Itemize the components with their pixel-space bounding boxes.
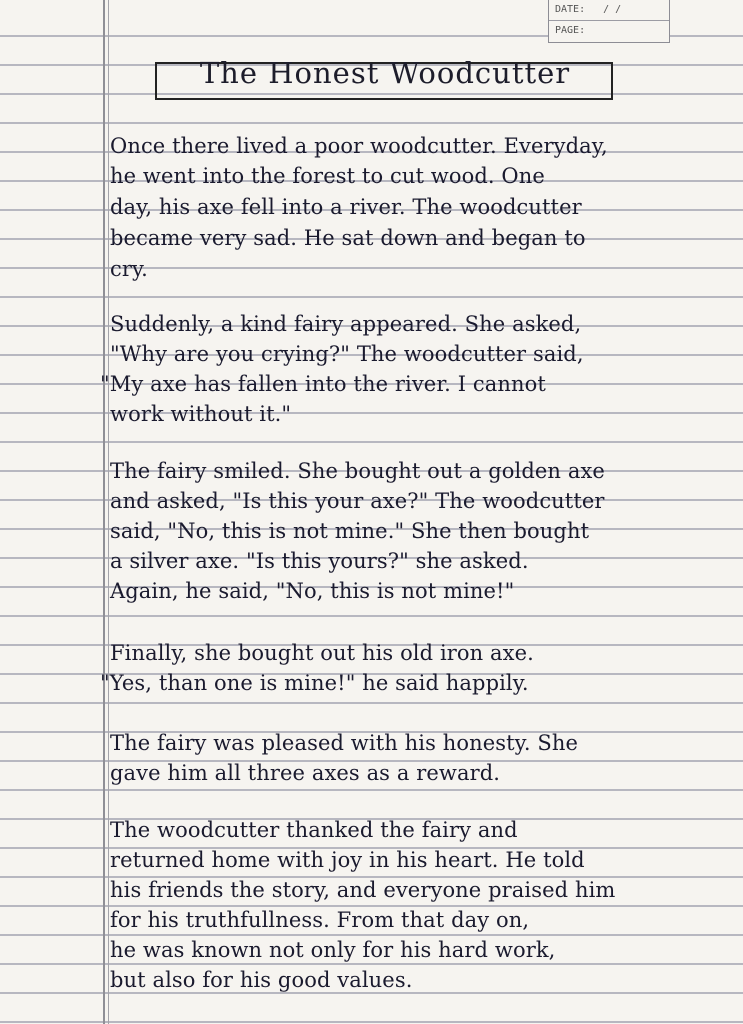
text-line: became very sad. He sat down and began to bbox=[110, 226, 586, 250]
date-value: / / bbox=[603, 4, 622, 15]
text-line: "Yes, than one is mine!" he said happily. bbox=[100, 671, 529, 695]
text-line: cry. bbox=[110, 257, 148, 281]
text-line: The fairy smiled. She bought out a golden axe bbox=[110, 459, 605, 483]
text-line: gave him all three axes as a reward. bbox=[110, 761, 501, 785]
text-line: his friends the story, and everyone praised him bbox=[110, 878, 616, 902]
text-line: he went into the forest to cut wood. One bbox=[110, 164, 545, 188]
text-line: for his truthfullness. From that day on, bbox=[110, 908, 530, 932]
text-line: day, his axe fell into a river. The woodcutter bbox=[110, 195, 582, 219]
text-line: "My axe has fallen into the river. I cannot bbox=[100, 372, 546, 396]
page-label: PAGE: bbox=[555, 25, 586, 36]
margin-line-inner bbox=[108, 0, 109, 1024]
text-line: said, "No, this is not mine." She then bought bbox=[110, 519, 590, 543]
date-page-box bbox=[548, 0, 670, 43]
text-line: The fairy was pleased with his honesty. She bbox=[110, 731, 579, 755]
text-line: and asked, "Is this your axe?" The woodcutter bbox=[110, 489, 605, 513]
text-line: Finally, she bought out his old iron axe. bbox=[110, 641, 534, 665]
page-row bbox=[549, 21, 669, 41]
date-row bbox=[549, 0, 669, 21]
text-line: a silver axe. "Is this yours?" she asked. bbox=[110, 549, 529, 573]
margin-line bbox=[103, 0, 105, 1024]
text-line: Suddenly, a kind fairy appeared. She asked, bbox=[110, 312, 582, 336]
text-line: "Why are you crying?" The woodcutter said, bbox=[110, 342, 584, 366]
page-title: The Honest Woodcutter bbox=[199, 56, 571, 90]
text-line: returned home with joy in his heart. He told bbox=[110, 848, 585, 872]
text-line: The woodcutter thanked the fairy and bbox=[110, 818, 518, 842]
text-line: but also for his good values. bbox=[110, 968, 413, 992]
text-line: he was known not only for his hard work, bbox=[110, 938, 556, 962]
text-line: Again, he said, "No, this is not mine!" bbox=[110, 579, 515, 603]
date-label: DATE: bbox=[555, 4, 586, 15]
text-line: work without it." bbox=[110, 402, 292, 426]
text-line: Once there lived a poor woodcutter. Everyday, bbox=[110, 134, 608, 158]
